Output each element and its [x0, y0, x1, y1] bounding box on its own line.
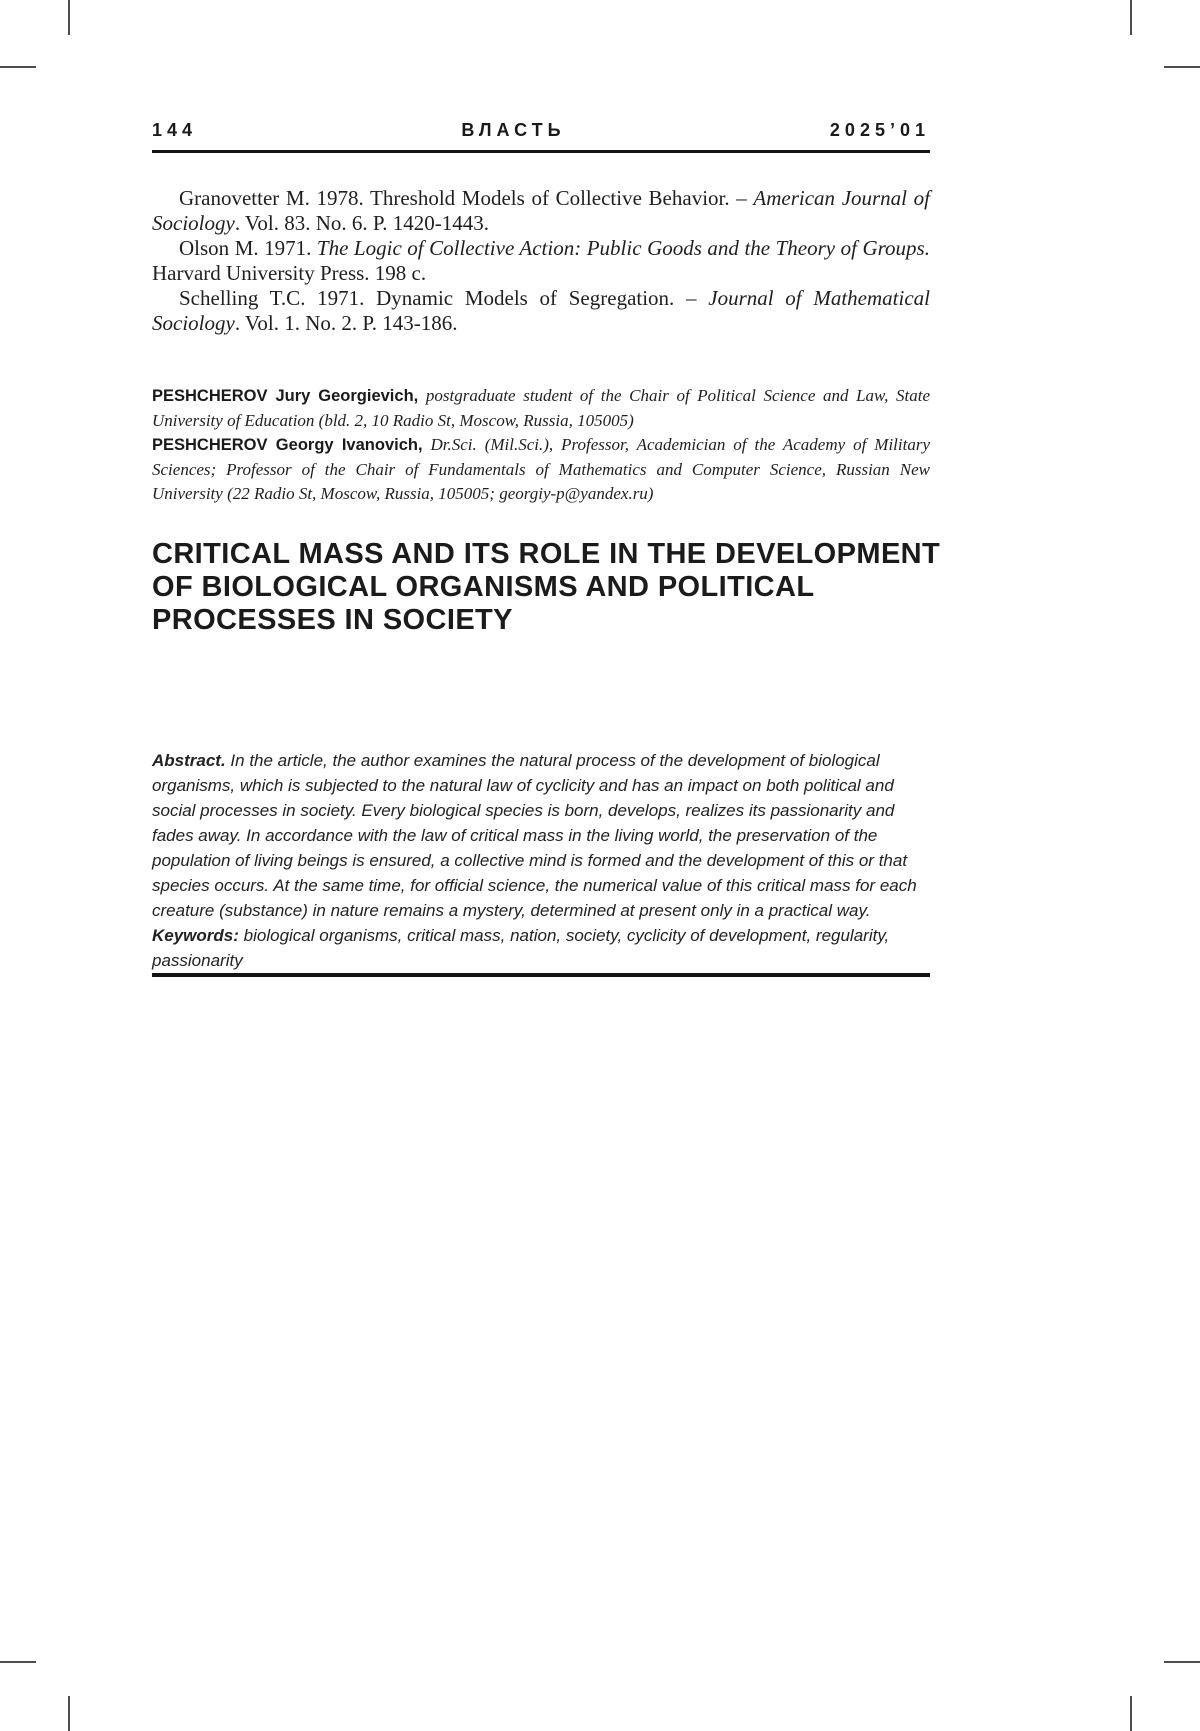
cropmark-bottom-right-horizontal — [1164, 1661, 1200, 1663]
running-head — [152, 120, 930, 141]
reference-text: Harvard University Press. 198 c. — [152, 261, 427, 285]
author-entry — [152, 433, 930, 507]
author-entry — [152, 384, 930, 433]
article-title — [152, 538, 941, 637]
author-info-block — [152, 384, 930, 507]
article-title-line: PROCESSES IN SOCIETY — [152, 604, 513, 636]
cropmark-top-right-horizontal — [1164, 66, 1200, 68]
reference-text: Olson M. 1971. — [179, 236, 317, 260]
reference-text: . Vol. 1. No. 2. P. 143-186. — [234, 311, 458, 335]
author-affiliation: Dr.Sci. (Mil.Sci.), Professor, Academician of the Academy of Military Sciences; Professor of the Chair of Fundamentals of Mathematics and Computer Science, Russian New University (22 Radio St, Moscow, Russia, 105005; georgiy-p@yandex.ru) — [152, 435, 931, 503]
section-separator-rule — [152, 973, 930, 977]
reference-item — [152, 186, 930, 236]
reference-journal: American Journal of Sociology — [152, 186, 930, 235]
cropmark-bottom-left-horizontal — [0, 1661, 36, 1663]
reference-list — [152, 186, 930, 336]
reference-journal: Journal of Mathematical Sociology — [152, 286, 930, 335]
keywords-label: Keywords: — [152, 926, 239, 945]
reference-item — [152, 286, 930, 336]
reference-text: Schelling T.C. 1971. Dynamic Models of Segregation. – — [179, 286, 709, 310]
page-number: 144 — [152, 120, 198, 140]
cropmark-top-left-horizontal — [0, 66, 36, 68]
cropmark-top-right-vertical — [1130, 0, 1132, 35]
abstract-paragraph — [152, 748, 930, 923]
reference-item — [152, 236, 930, 286]
cropmark-top-left-vertical — [68, 0, 70, 35]
article-title-line: OF BIOLOGICAL ORGANISMS AND POLITICAL — [152, 571, 815, 603]
author-name: PESHCHEROV Georgy Ivanovich, — [152, 436, 423, 454]
keywords-paragraph — [152, 923, 930, 973]
abstract-label: Abstract. — [152, 751, 226, 770]
reference-text: Granovetter M. 1978. Threshold Models of Collective Behavior. – — [179, 186, 754, 210]
author-affiliation: postgraduate student of the Chair of Political Science and Law, State University of Education (bld. 2, 10 Radio St, Moscow, Russia, 105005) — [152, 386, 930, 430]
abstract-block — [152, 748, 930, 973]
author-name: PESHCHEROV Jury Georgievich, — [152, 387, 419, 405]
reference-journal: The Logic of Collective Action: Public Goods and the Theory of Groups. — [316, 236, 930, 260]
reference-text: . Vol. 83. No. 6. P. 1420-1443. — [234, 211, 489, 235]
journal-title: ВЛАСТЬ — [461, 120, 566, 140]
header-rule — [152, 150, 930, 153]
issue-number: 2025’01 — [829, 120, 930, 140]
article-title-line: CRITICAL MASS AND ITS ROLE IN THE DEVELOPMENT — [152, 538, 941, 570]
abstract-text: In the article, the author examines the natural process of the development of biological organisms, which is subjected to the natural law of cyclicity and has an impact on both political and social processes in society. Every biological species is born, develops, realizes its passionarity and fades away. In accordance with the law of critical mass in the living world, the preservation of the population of living beings is ensured, a collective mind is formed and the development of this or that species occurs. At the same time, for official science, the numerical value of this critical mass for each creature (substance) in nature remains a mystery, determined at present only in a practical way. — [152, 751, 917, 920]
keywords-text: biological organisms, critical mass, nation, society, cyclicity of development, regularity, passionarity — [152, 926, 890, 970]
cropmark-bottom-right-vertical — [1130, 1696, 1132, 1731]
cropmark-bottom-left-vertical — [68, 1696, 70, 1731]
